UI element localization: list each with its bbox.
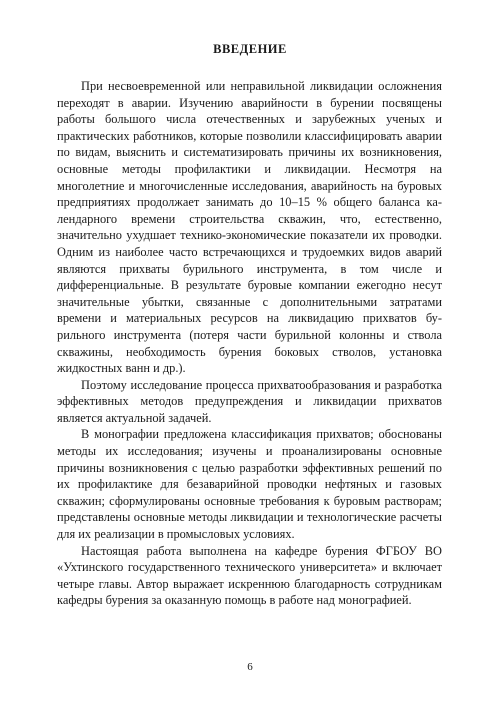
page-number: 6 (247, 661, 253, 673)
body-text (57, 78, 442, 609)
page-title: ВВЕДЕНИЕ (213, 42, 287, 56)
paragraph-3: В монографии предложена классификация прихватов; обоснованы методы их исследования; изучены и проанализированы основные причины возникновения с целью разработки эффективных решений по их профилактике для безаварийной проводки нефтяных и газовых скважин; сформулированы основные требования к буровым растворам; представлены основные методы ликвидации и технологические расчеты для их реализации в промысловых условиях. (57, 427, 442, 542)
paragraph-2: Поэтому исследование процесса прихватообразования и разработка эффективных методов предупреждения и ликвидации прихватов является актуальной задачей. (57, 377, 442, 425)
paragraph-1: При несвоевременной или неправильной ликвидации осложнения переходят в аварии. Изучению аварийности в бурении посвящены работы большого числа отечественных и зарубежных ученых и практических работников, которые позволили классифицировать аварии по видам, выяснить и систематизировать причины их возникновения, основные методы профилактики и ликвидации. Несмотря на многолетние и многочисленные исследования, аварийность на буровых предприятиях продолжает занимать до 10–15 % общего баланса календарного времени строительства скважин, что, естественно, значительно ухудшает технико-экономические показатели их проводки. Одним из наиболее часто встречающихся и трудоемких видов аварий являются прихваты бурильного инструмента, в том числе и дифференциальные. В результате буровые компании ежегодно несут значительные убытки, связанные с дополнительными затратами времени и материальных ресурсов на ликвидацию прихватов бурильного инструмента (потеря части бурильной колонны и ствола скважины, необходимость бурения боковых стволов, установка жидкостных ванн и др.). (57, 79, 442, 376)
paragraph-4: Настоящая работа выполнена на кафедре бурения ФГБОУ ВО «Ухтинского государственного технического университета» и включает четыре главы. Автор выражает искреннюю благодарность сотрудникам кафедры бурения за оказанную помощь в работе над монографией. (57, 543, 442, 608)
